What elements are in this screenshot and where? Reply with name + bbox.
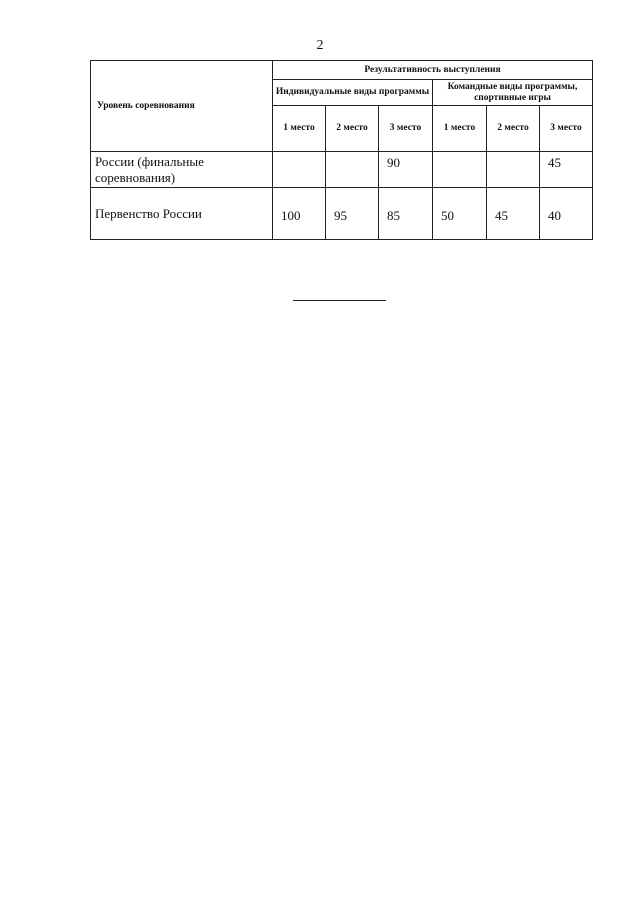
table-cell [326,152,379,188]
place-header: 2 место [326,106,379,152]
table-cell: 45 [540,152,593,188]
table-cell: 40 [540,188,593,240]
place-header: 1 место [433,106,487,152]
place-header: 2 место [487,106,540,152]
table-cell: 100 [273,188,326,240]
level-header: Уровень соревнования [91,61,273,152]
results-table [90,60,593,240]
table-cell: 95 [326,188,379,240]
table-cell [487,152,540,188]
table-cell: 50 [433,188,487,240]
table-cell: 45 [487,188,540,240]
table-row [91,152,593,188]
table-cell [433,152,487,188]
place-header: 3 место [540,106,593,152]
group-team-header: Командные виды программы, спортивные игры [433,80,593,106]
table-cell: 85 [379,188,433,240]
page-number: 2 [316,38,324,53]
closing-divider [293,300,386,301]
place-header: 1 место [273,106,326,152]
place-header: 3 место [379,106,433,152]
table-cell [273,152,326,188]
results-header: Результативность выступления [273,61,593,80]
table-cell: 90 [379,152,433,188]
row-label: Первенство России [91,188,273,240]
table-row [91,188,593,240]
group-individual-header: Индивидуальные виды программы [273,80,433,106]
row-label: России (финальные соревнования) [91,152,273,188]
